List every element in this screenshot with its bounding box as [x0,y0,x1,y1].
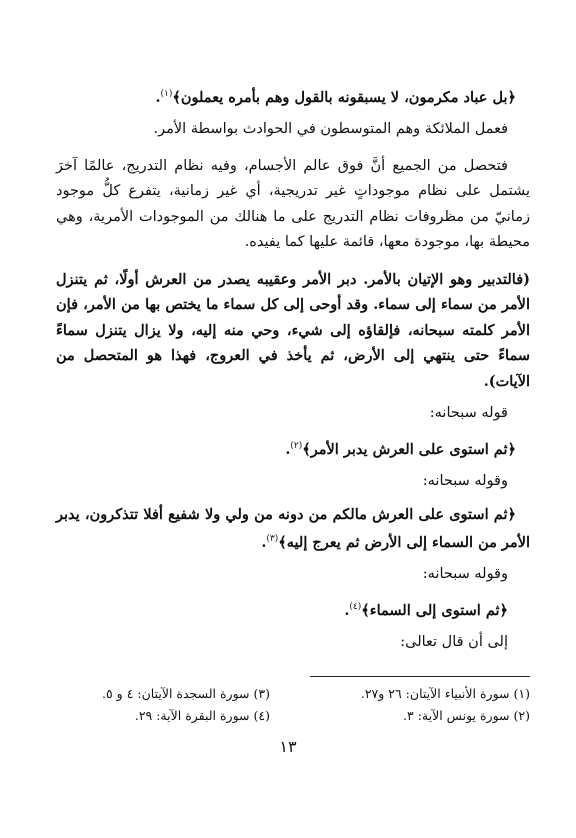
page-number: ١٣ [279,737,297,756]
footnote-text: سورة يونس الآية: ٣. [403,708,510,723]
closing-line: إلى أن قال تعالى: [400,634,508,651]
footnote-number: (٤) [253,708,270,723]
footnote-3 [40,683,270,705]
footnote-1 [310,683,530,705]
said-label-3: وقوله سبحانه: [422,566,508,583]
footnote-text: سورة البقرة الآية: ٢٩. [134,708,250,723]
verse-4-text: ﴿ثم استوى إلى السماء﴾ [361,601,508,619]
footnote-ref-4: (٤) [349,601,362,612]
footnote-text: سورة السجدة الآيتان: ٤ و ٥. [102,686,250,701]
footnote-ref-1: (١) [160,89,173,99]
verse-4: ﴿ثم استوى إلى السماء﴾$^{(٤)}$. [344,601,508,619]
footnote-divider [310,676,530,677]
footnotes-right-column [310,683,530,727]
verse-2-text: ﴿ثم استوى على العرش يدبر الأمر﴾ [302,440,516,458]
footnote-ref-2: (٢) [290,440,303,451]
verse-3-text: ﴿ثم استوى على العرش مالكم من دونه من ولي ولا شفيع أفلا تتذكرون، يدبر الأمر من السماء إلى الأرض ثم يعرج إليه﴾ [56,505,530,551]
footnote-number: (٢) [513,708,530,723]
paragraph-3: (فالتدبير وهو الإتيان بالأمر. دبر الأمر وعقيبه يصدر من العرش أولًا، ثم يتنزل الأمر من سماء إلى سماء. وقد أوحى إلى كل سماء ما يختص بها من الأمر، فإن الأمر كلمته سبحانه، فإلقاؤه إلى شيء، وحي منه إليه، ولا يزال يتنزل سماءً سماءً حتى ينتهي إلى الأرض، ثم يأخذ في العروج، فهذا هو المتحصل من الآيات). [56,270,530,390]
footnote-ref-3: (٣) [266,534,279,545]
footnote-text: سورة الأنبياء الآيتان: ٢٦ و٢٧. [360,686,510,701]
verse-2: ﴿ثم استوى على العرش يدبر الأمر﴾$^{(٢)}$. [285,440,516,458]
said-label-2: وقوله سبحانه: [422,473,508,490]
footnote-number: (١) [513,686,530,701]
verse-3: ﴿ثم استوى على العرش مالكم من دونه من ولي ولا شفيع أفلا تتذكرون، يدبر الأمر من السماء إلى الأرض ثم يعرج إليه﴾$^{(٣)}$. [56,505,530,551]
paragraph-2: فتحصل من الجميع أنَّ فوق عالم الأجسام، وفيه نظام التدريج، عالمًا آخرَ يشتمل على نظام موجوداتٍ غير تدريجية، أي غير زمانية، يتفرع كلُّ موجود زمانيّ من مظروفات نظام التدريج على ما هنالك من الموجودات الأمرية، وهي محيطة بها، موجودة معها، قائمة عليها كما يفيده. [56,157,530,251]
footnote-2 [310,705,530,727]
footnote-4 [40,705,270,727]
page-body [56,82,530,656]
footnote-number: (٣) [253,686,270,701]
paragraph-1: فعمل الملائكة وهم المتوسطون في الحوادث بواسطة الأمر. [153,121,508,138]
footnotes-left-column [40,683,270,727]
verse-1-text: ﴿بل عباد مكرمون، لا يسبقونه بالقول وهم بأمره يعملون﴾ [172,88,516,106]
verse-1: ﴿بل عباد مكرمون، لا يسبقونه بالقول وهم بأمره يعملون﴾$^{(١)}$. [155,88,516,106]
said-label-1: قوله سبحانه: [429,405,508,422]
